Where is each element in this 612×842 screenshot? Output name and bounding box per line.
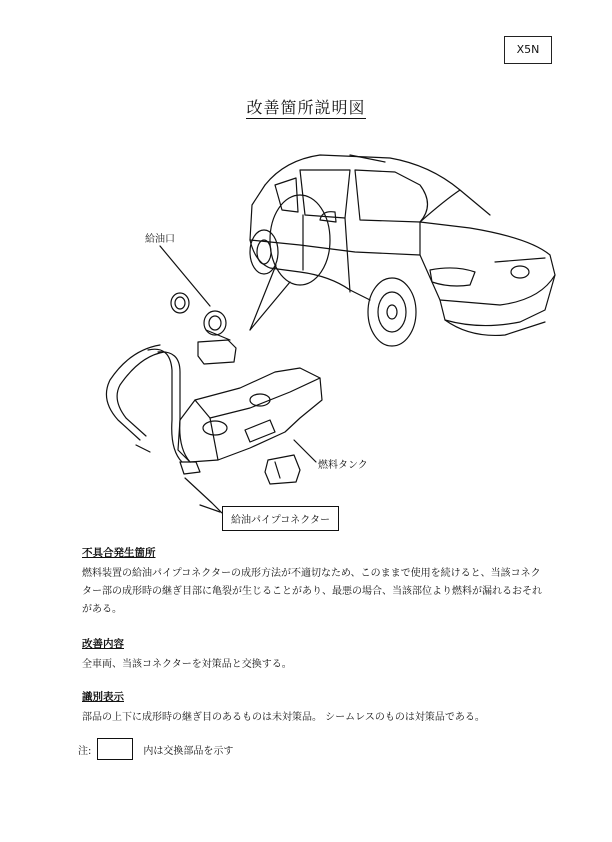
section-heading: 改善内容 [82, 638, 124, 650]
section-heading: 識別表示 [82, 691, 124, 703]
section-line: 燃料装置の給油パイプコネクターの成形方法が不適切なため、このままで使用を続けると、当該コネク [82, 568, 541, 579]
section-identification [82, 689, 552, 727]
section-line: がある。 [82, 604, 122, 615]
filler-cap-illustration [160, 246, 236, 364]
section-body [82, 709, 552, 727]
section-heading: 不具合発生箇所 [82, 547, 156, 559]
replacement-note [78, 738, 233, 760]
page-title-text: 改善箇所説明図 [246, 98, 366, 117]
section-line: ター部の成形時の継ぎ目部に亀裂が生じることがあり、最悪の場合、当該部位より燃料が漏れるおそれ [82, 586, 542, 597]
fuel-tank-label: 燃料タンク [318, 460, 368, 471]
note-suffix: 内は交換部品を示す [143, 745, 234, 757]
note-prefix: 注: [78, 745, 92, 757]
section-line: 全車両、当該コネクターを対策品と交換する。 [82, 659, 292, 670]
section-body [82, 565, 552, 619]
section-improvement [82, 636, 552, 674]
section-defect-location [82, 545, 552, 619]
document-code: X5N [504, 36, 552, 64]
fuel-tank-illustration [106, 345, 322, 513]
pipe-connector-label: 給油パイプコネクター [222, 506, 339, 531]
section-body [82, 656, 552, 674]
note-sample-box [97, 738, 133, 760]
filler-cap-label: 給油口 [145, 234, 175, 245]
car-illustration [250, 155, 555, 346]
section-line: 部品の上下に成形時の継ぎ目のあるものは未対策品。 シームレスのものは対策品である。 [82, 712, 485, 723]
